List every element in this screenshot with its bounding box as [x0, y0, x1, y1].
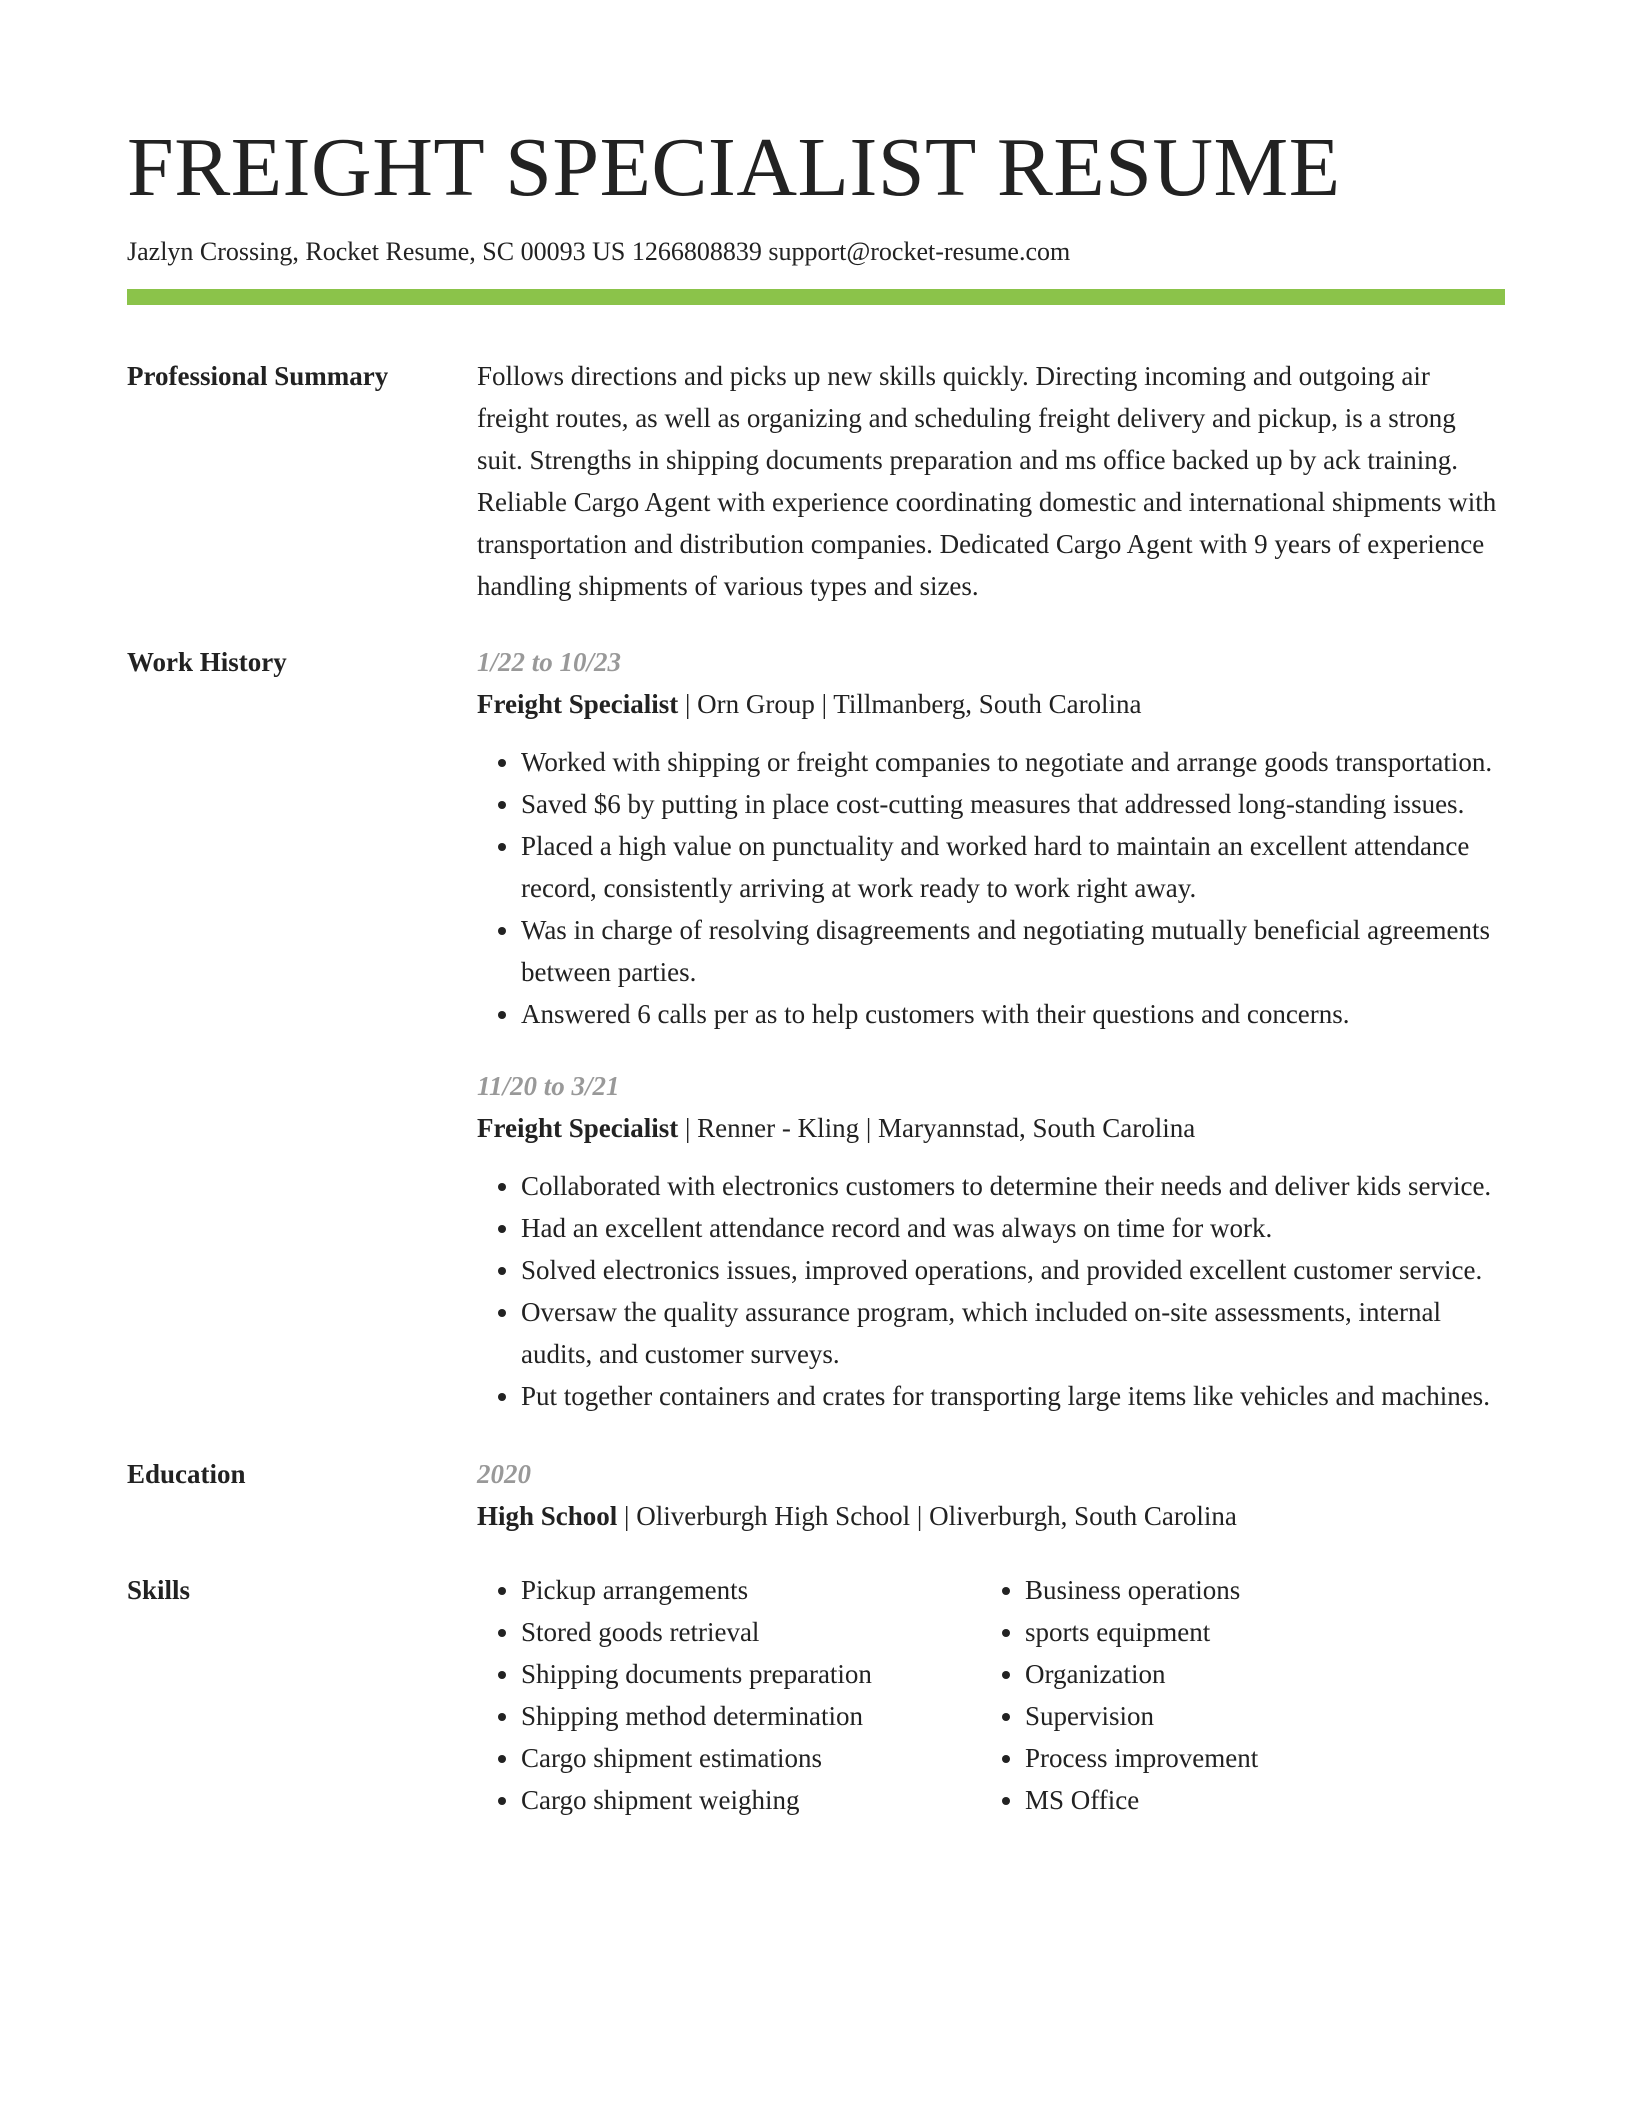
skill-item: • MS Office — [1025, 1779, 1505, 1821]
job-title: Freight Specialist — [477, 689, 679, 720]
job-bullet: • Worked with shipping or freight companies to negotiate and arrange goods transportation. — [521, 741, 1505, 783]
skills-list-left — [477, 1569, 981, 1821]
job-dates: 11/20 to 3/21 — [477, 1071, 620, 1102]
education-year: 2020 — [477, 1459, 531, 1490]
summary-text: Follows directions and picks up new skills quickly. Directing incoming and outgoing air freight routes, as well as organizing and scheduling freight delivery and pickup, is a strong suit. Strengths in shipping documents preparation and ms office backed up by ack training. Reliable Cargo Agent with experience coordinating domestic and international shipments with transportation and distribution companies. Dedicated Cargo Agent with 9 years of experience handling shipments of various types and sizes. — [477, 361, 1497, 602]
section-education — [127, 1453, 1505, 1537]
education-body — [477, 1453, 1505, 1537]
section-label: Education — [127, 1459, 246, 1490]
job-entry — [477, 641, 1505, 1035]
accent-rule — [127, 289, 1505, 305]
skill-item: • sports equipment — [1025, 1611, 1505, 1653]
section-label: Professional Summary — [127, 361, 389, 392]
job-heading — [477, 1107, 1505, 1149]
job-bullet: • Oversaw the quality assurance program, which included on-site assessments, internal audits, and customer surveys. — [521, 1291, 1505, 1375]
skill-item: • Supervision — [1025, 1695, 1505, 1737]
skill-item: • Cargo shipment estimations — [521, 1737, 981, 1779]
skill-item: • Shipping method determination — [521, 1695, 981, 1737]
job-bullet: • Was in charge of resolving disagreements and negotiating mutually beneficial agreements between parties. — [521, 909, 1505, 993]
job-bullet: • Placed a high value on punctuality and worked hard to maintain an excellent attendance record, consistently arriving at work ready to work right away. — [521, 825, 1505, 909]
job-bullets — [477, 1165, 1505, 1417]
job-details: | Orn Group | Tillmanberg, South Carolina — [678, 689, 1142, 720]
education-details: | Oliverburgh High School | Oliverburgh, South Carolina — [617, 1501, 1237, 1532]
job-bullets — [477, 741, 1505, 1035]
section-label: Work History — [127, 647, 287, 678]
skill-item: • Organization — [1025, 1653, 1505, 1695]
contact-line: Jazlyn Crossing, Rocket Resume, SC 00093 US 1266808839 support@rocket-resume.com — [127, 237, 1071, 266]
section-label: Skills — [127, 1575, 191, 1606]
section-skills — [127, 1569, 1505, 1821]
skills-columns — [477, 1569, 1505, 1821]
work-history-body — [477, 641, 1505, 1417]
resume-title: FREIGHT SPECIALIST RESUME — [127, 121, 1341, 214]
job-heading — [477, 683, 1505, 725]
section-work-history — [127, 641, 1505, 1417]
skill-item: • Process improvement — [1025, 1737, 1505, 1779]
job-bullet: • Had an excellent attendance record and was always on time for work. — [521, 1207, 1505, 1249]
job-bullet: • Solved electronics issues, improved operations, and provided excellent customer service. — [521, 1249, 1505, 1291]
skills-list-right — [981, 1569, 1505, 1821]
job-dates: 1/22 to 10/23 — [477, 647, 622, 678]
job-bullet: • Collaborated with electronics customers to determine their needs and deliver kids service. — [521, 1165, 1505, 1207]
skill-item: • Cargo shipment weighing — [521, 1779, 981, 1821]
job-bullet: • Put together containers and crates for transporting large items like vehicles and machines. — [521, 1375, 1505, 1417]
education-degree: High School — [477, 1501, 618, 1532]
education-heading — [477, 1495, 1505, 1537]
skill-item: • Pickup arrangements — [521, 1569, 981, 1611]
skill-item: • Business operations — [1025, 1569, 1505, 1611]
job-details: | Renner - Kling | Maryannstad, South Carolina — [678, 1113, 1196, 1144]
job-bullet: • Saved $6 by putting in place cost-cutting measures that addressed long-standing issues. — [521, 783, 1505, 825]
skill-item: • Shipping documents preparation — [521, 1653, 981, 1695]
job-entry — [477, 1065, 1505, 1417]
job-bullet: • Answered 6 calls per as to help customers with their questions and concerns. — [521, 993, 1505, 1035]
section-professional-summary — [127, 355, 1505, 607]
skill-item: • Stored goods retrieval — [521, 1611, 981, 1653]
job-title: Freight Specialist — [477, 1113, 679, 1144]
